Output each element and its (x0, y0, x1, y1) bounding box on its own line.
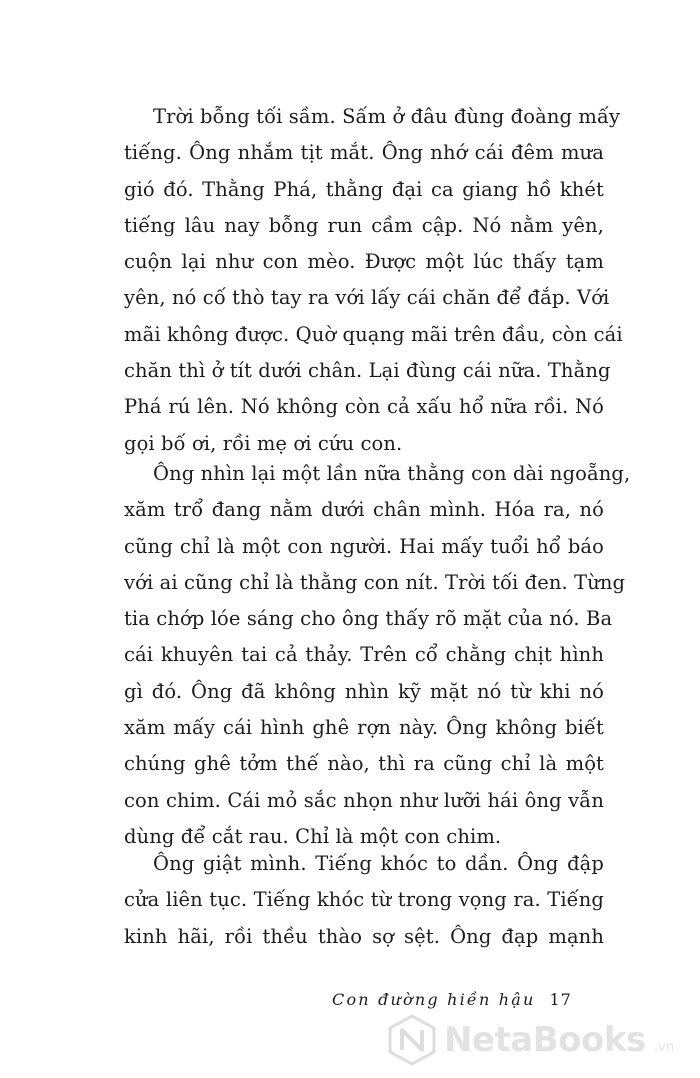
text-line: gọi bố ơi, rồi mẹ ơi cứu con. (124, 431, 403, 455)
text-line: con chim. Cái mỏ sắc nhọn như lưỡi hái ông vẫn (124, 788, 604, 812)
text-line: xăm trổ đang nằm dưới chân mình. Hóa ra, nó (124, 498, 604, 522)
text-line: kinh hãi, rồi thều thào sợ sệt. Ông đạp mạnh (124, 924, 604, 948)
text-line: dùng để cắt rau. Chỉ là một con chim. (124, 824, 502, 848)
text-line: tiếng lâu nay bỗng run cầm cập. Nó nằm yên, (124, 213, 604, 237)
watermark-suffix: .vn (654, 1040, 675, 1055)
text-line: gì đó. Ông đã không nhìn kỹ mặt nó từ khi nó (124, 679, 604, 703)
text-line: với ai cũng chỉ là thằng con nít. Trời tối đen. Từng (124, 570, 626, 594)
text-line: yên, nó cố thò tay ra với lấy cái chăn để đắp. Với (124, 286, 610, 310)
text-line: Ông nhìn lại một lần nữa thằng con dài ngoẵng, (153, 462, 631, 485)
text-line: cũng chỉ là một con người. Hai mấy tuổi hổ báo (124, 534, 604, 558)
text-line: cuộn lại như con mèo. Được một lúc thấy tạm (124, 250, 604, 274)
paragraph-2 (124, 456, 631, 855)
text-line: gió đó. Thằng Phá, thằng đại ca giang hồ khét (124, 177, 604, 201)
text-line: cái khuyên tai cả thảy. Trên cổ chằng chịt hình (124, 643, 604, 667)
paragraph-1 (124, 99, 623, 462)
running-footer (332, 990, 572, 1009)
text-line: chăn thì ở tít dưới chân. Lại đùng cái nữa. Thằng (124, 359, 611, 383)
netabooks-logo-icon (386, 1014, 438, 1066)
page-number: 17 (549, 990, 572, 1009)
watermark (386, 1010, 686, 1070)
text-line: tiếng. Ông nhắm tịt mắt. Ông nhớ cái đêm mưa (124, 141, 604, 165)
text-line: chúng ghê tởm thế nào, thì ra cũng chỉ là một (124, 752, 604, 776)
text-line: mãi không được. Quờ quạng mãi trên đầu, còn cái (124, 322, 623, 346)
text-line: tia chớp lóe sáng cho ông thấy rõ mặt của nó. Ba (124, 607, 613, 631)
paragraph-3 (124, 846, 604, 955)
watermark-brand: NetaBooks (444, 1020, 646, 1060)
text-line: cửa liên tục. Tiếng khóc từ trong vọng ra. Tiếng (124, 888, 604, 912)
text-line: xăm mấy cái hình ghê rợn này. Ông không biết (124, 716, 604, 740)
text-line: Phá rú lên. Nó không còn cả xấu hổ nữa rồi. Nó (124, 395, 604, 419)
book-title: Con đường hiền hậu (332, 990, 536, 1009)
text-line: Ông giật mình. Tiếng khóc to dần. Ông đập (153, 852, 604, 875)
text-line: Trời bỗng tối sầm. Sấm ở đâu đùng đoàng mấy (153, 105, 621, 128)
